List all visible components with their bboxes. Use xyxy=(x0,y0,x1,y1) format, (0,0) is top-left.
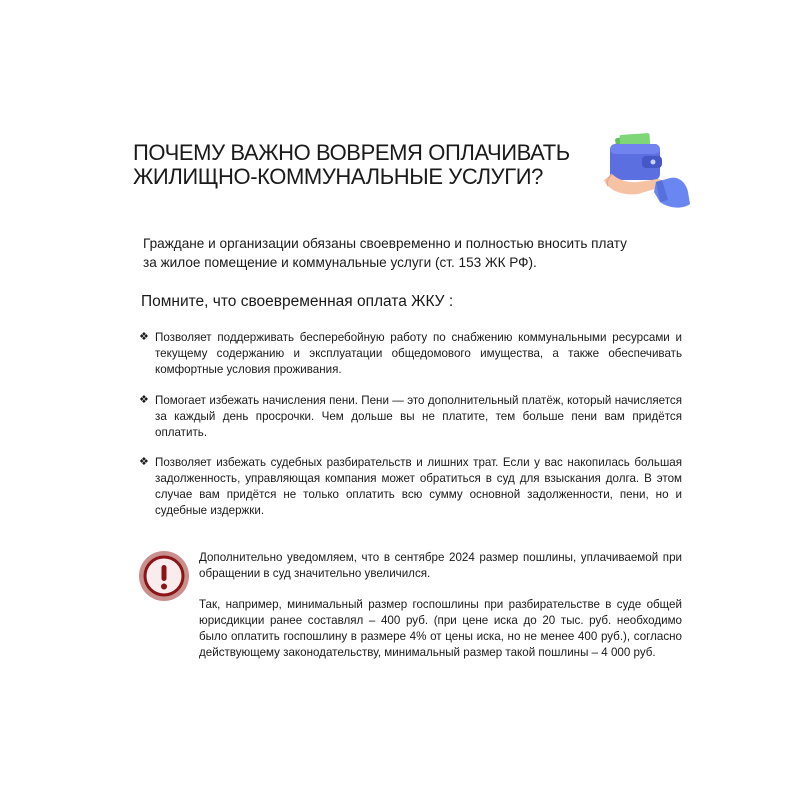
intro-line-2: за жилое помещение и коммунальные услуги (ст. 153 ЖК РФ). xyxy=(143,255,537,270)
intro-paragraph xyxy=(143,234,703,272)
diamond-bullet-icon: ❖ xyxy=(139,331,149,343)
subheading: Помните, что своевременная оплата ЖКУ : xyxy=(141,293,454,310)
notice-block xyxy=(199,550,682,661)
list-item xyxy=(139,330,682,378)
list-item-text: Помогает избежать начисления пени. Пени — это дополнительный платёж, который начисляется за каждый день просрочки. Чем дольше вы не платите, тем больше пени вам придётся оплатить. xyxy=(155,394,682,439)
page-title-line-2: ЖИЛИЩНО-КОММУНАЛЬНЫЕ УСЛУГИ? xyxy=(133,164,544,189)
list-item xyxy=(139,455,682,519)
intro-line-1: Граждане и организации обязаны своевременно и полностью вносить плату xyxy=(143,236,627,251)
wallet-hand-icon xyxy=(598,130,692,218)
list-item-text: Позволяет поддерживать бесперебойную работу по снабжению коммунальными ресурсами и текущему содержанию и эксплуатации общедомового имущества, а также обеспечивать комфортные условия проживания. xyxy=(155,331,682,376)
notice-paragraph-2: Так, например, минимальный размер госпошлины при разбирательстве в суде общей юрисдикции ранее составлял – 400 руб. (при цене иска до 20 тыс. руб. необходимо было оплатить госпошлину в размере 4% от цены иска, но не менее 400 руб.), согласно действующему законодательству, минимальный размер такой пошлины – 4 000 руб. xyxy=(199,598,682,659)
notice-paragraph-1: Дополнительно уведомляем, что в сентябре 2024 размер пошлины, уплачиваемой при обращении в суд значительно увеличился. xyxy=(199,551,682,580)
page-title-line-1: ПОЧЕМУ ВАЖНО ВОВРЕМЯ ОПЛАЧИВАТЬ xyxy=(133,140,570,165)
exclamation-icon xyxy=(138,550,190,602)
list-item xyxy=(139,393,682,441)
page-title xyxy=(133,141,593,189)
diamond-bullet-icon: ❖ xyxy=(139,394,149,406)
diamond-bullet-icon: ❖ xyxy=(139,456,149,468)
list-item-text: Позволяет избежать судебных разбирательств и лишних трат. Если у вас накопилась большая задолженность, управляющая компания может обратиться в суд для взыскания долга. В этом случае вам придётся не только оплатить всю сумму основной задолженности, пени, но и судебные издержки. xyxy=(155,456,682,517)
